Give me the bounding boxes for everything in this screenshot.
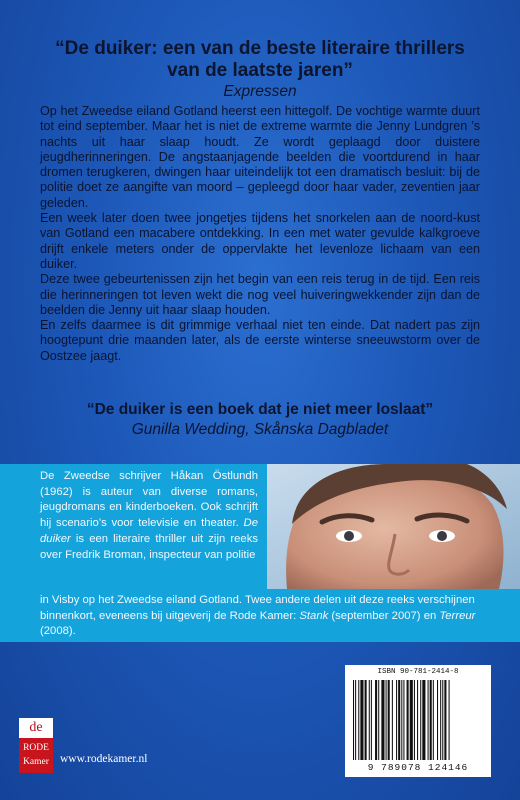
barcode-bar <box>422 680 425 760</box>
bio-text: (september 2007) en <box>328 609 440 622</box>
barcode-bar <box>420 680 421 760</box>
barcode-bar <box>365 680 367 760</box>
bio-text: is een literaire thriller uit zijn reeks over Fredrik Broman, inspecteur van politie <box>40 532 258 561</box>
barcode-bar <box>396 680 397 760</box>
logo-bottom <box>19 738 53 773</box>
barcode-bar <box>428 680 429 760</box>
book-title: De duiker <box>40 517 258 545</box>
barcode-bars <box>351 680 485 760</box>
book-title: Terreur <box>439 609 476 622</box>
top-quote-source: Expressen <box>223 83 297 100</box>
barcode-bar <box>437 680 438 760</box>
barcode-bar <box>392 680 393 760</box>
blurb <box>40 104 480 364</box>
blurb-paragraph: En zelfs daarmee is dit grimmige verhaal niet ten einde. Dat nadert pas zijn hoogtepunt drie maanden later, als de eerste winterse sneeuwstorm over de Oostzee jaagt. <box>40 318 480 363</box>
author-panel <box>0 464 520 642</box>
logo-line: RODE <box>23 743 49 753</box>
bio-text: De Zweedse schrijver Håkan Östlundh (1962) is auteur van diverse romans, jeugdromans en kinderboeken. Ook schrijft hij scenario’s voor televisie en theater. <box>40 470 258 530</box>
bio-text: in Visby op het Zweedse eiland Gotland. Twee andere delen uit deze reeks verschijnen binnenkort, eveneens bij uitgeverij de Rode Kamer: <box>40 594 475 622</box>
top-quote <box>40 38 480 102</box>
barcode-bar <box>414 680 415 760</box>
author-photo <box>267 464 520 589</box>
bio-text: (2008). <box>40 625 76 638</box>
publisher-logo <box>19 718 53 773</box>
barcode-bar <box>375 680 377 760</box>
barcode-bar <box>442 680 443 760</box>
barcode-bar <box>430 680 432 760</box>
logo-top: de <box>19 718 53 738</box>
barcode-bar <box>444 680 446 760</box>
blurb-paragraph: Een week later doen twee jongetjes tijdens het snorkelen aan de noord-kust van Gotland een macabere ontdekking. In een met water gevulde kalkgroeve drijft enkele meters onder de oppervlakte het levenloze lichaam van een duiker. <box>40 211 480 271</box>
barcode-bar <box>403 680 404 760</box>
barcode-bar <box>433 680 434 760</box>
isbn-label: ISBN 90-781-2414-8 <box>377 668 459 676</box>
barcode-bar <box>407 680 409 760</box>
barcode-bar <box>449 680 450 760</box>
logo-line: Kamer <box>23 757 49 767</box>
barcode-bar <box>378 680 379 760</box>
barcode-bar <box>358 680 359 760</box>
top-quote-text: “De duiker: een van de beste literaire thrillers van de laatste jaren” <box>55 38 465 81</box>
barcode-bar <box>360 680 363 760</box>
author-bio-top <box>40 469 258 563</box>
barcode-bar <box>410 680 413 760</box>
barcode-bar <box>401 680 402 760</box>
blurb-paragraph: Deze twee gebeurtenissen zijn het begin van een reis terug in de tijd. Een reis die herinneringen tot leven wekt die nog veel huiveringwekkender zijn dan de beelden die Jenny uit haar slaap houden. <box>40 272 480 317</box>
barcode <box>345 665 491 777</box>
barcode-bar <box>353 680 354 760</box>
barcode-bar <box>388 680 390 760</box>
barcode-bar <box>371 680 372 760</box>
blurb-paragraph: Op het Zweedse eiland Gotland heerst een hittegolf. De vochtige warmte duurt tot eind september. Maar het is niet de extreme warmte die Jenny Lundgren ’s nachts uit haar slaap houdt. Ze wordt geplaagd door duistere jeugdherinneringen. De angstaanjagende beelden die voortdurend in haar dromen terugkeren, dwingen haar uiteindelijk tot een dramatisch besluit: bij de politie doet ze aangifte van moord – gepleegd door haar vader, zeventien jaar geleden. <box>40 104 480 210</box>
ean-number: 9 789078 124146 <box>367 762 469 773</box>
publisher-website: www.rodekamer.nl <box>60 753 148 765</box>
barcode-bar <box>386 680 387 760</box>
barcode-bar <box>398 680 400 760</box>
author-bio-bottom <box>40 593 480 640</box>
book-title: Stank <box>299 609 329 622</box>
middle-quote <box>40 400 480 440</box>
middle-quote-source: Gunilla Wedding, Skånska Dagbladet <box>131 421 389 438</box>
barcode-bar <box>440 680 441 760</box>
barcode-bar <box>381 680 384 760</box>
barcode-bar <box>417 680 418 760</box>
middle-quote-text: “De duiker is een boek dat je niet meer loslaat” <box>86 401 434 418</box>
barcode-bar <box>369 680 370 760</box>
barcode-bar <box>355 680 356 760</box>
